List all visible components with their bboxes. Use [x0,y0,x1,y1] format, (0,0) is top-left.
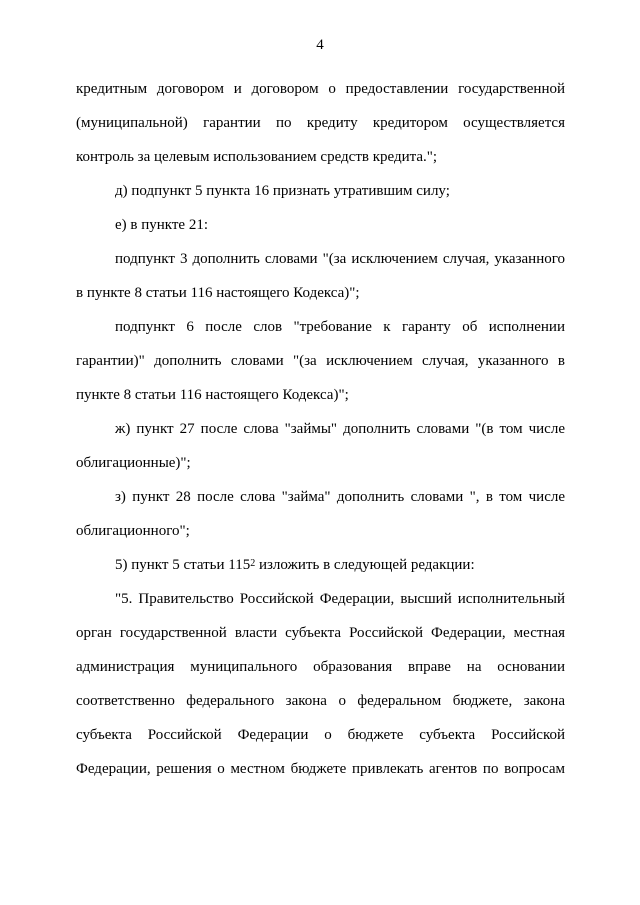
paragraph-line: з) пункт 28 после слова "займа" дополнить словами ", в том числе [115,489,565,505]
paragraph-line: гарантии)" дополнить словами "(за исключением случая, указанного в [76,353,565,369]
paragraph-line: Федерации, решения о местном бюджете привлекать агентов по вопросам [76,761,565,777]
paragraph-text: изложить в следующей редакции: [255,557,475,573]
paragraph-line: субъекта Российской Федерации о бюджете субъекта Российской [76,727,565,743]
page-number: 4 [316,37,324,53]
paragraph-line: подпункт 3 дополнить словами "(за исключением случая, указанного [115,251,565,267]
paragraph-line: в пункте 8 статьи 116 настоящего Кодекса)"; [76,285,360,301]
paragraph [76,548,565,582]
paragraph-text: 5) пункт 5 статьи 115 [115,557,251,573]
paragraph-line: облигационные)"; [76,455,191,471]
paragraph-line: (муниципальной) гарантии по кредиту кредитором осуществляется [76,115,565,131]
paragraph-line: орган государственной власти субъекта Российской Федерации, местная [76,625,565,641]
paragraph-line: контроль за целевым использованием средств кредита."; [76,149,438,165]
paragraph: д) подпункт 5 пункта 16 признать утратившим силу; [115,183,450,199]
document-body [76,72,565,786]
superscript: 2 [250,558,256,569]
paragraph: е) в пункте 21: [115,217,209,233]
paragraph-line: пункте 8 статьи 116 настоящего Кодекса)"; [76,387,349,403]
paragraph-line: "5. Правительство Российской Федерации, высший исполнительный [115,591,565,607]
paragraph-line: кредитным договором и договором о предоставлении государственной [76,81,565,97]
paragraph-line: облигационного"; [76,523,190,539]
paragraph-line: подпункт 6 после слов "требование к гаранту об исполнении [115,319,565,335]
paragraph-line: ж) пункт 27 после слова "займы" дополнить словами "(в том числе [115,421,565,437]
paragraph-line: администрация муниципального образования вправе на основании [76,659,565,675]
paragraph-line: соответственно федерального закона о федеральном бюджете, закона [76,693,565,709]
